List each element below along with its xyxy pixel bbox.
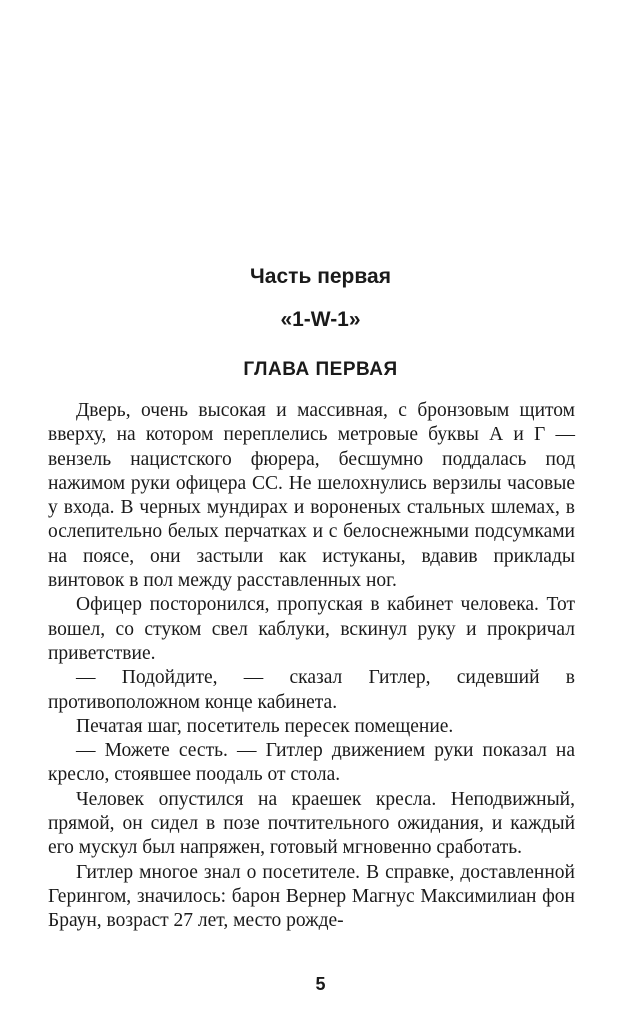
paragraph: Офицер посторонился, пропуская в кабинет человека. Тот вошел, со стуком свел каблуки, вскинул руку и прокричал приветствие. xyxy=(48,594,575,664)
part-subtitle: «1-W-1» xyxy=(280,308,361,331)
paragraph: Дверь, очень высокая и массивная, с бронзовым щитом вверху, на котором переплелись метровые буквы А и Г — вензель нацистского фюрера, бесшумно поддалась под нажимом руки офицера СС. Не шелохнулись верзилы часовые у входа. В черных мундирах и вороненых стальных шлемах, в ослепительно белых перчатках и с белоснежными подсумками на поясе, они застыли как истуканы, вдавив приклады винтовок в пол между расставленных ног. xyxy=(48,400,575,592)
paragraph: Гитлер многое знал о посетителе. В справке, доставленной Герингом, значилось: барон Вернер Магнус Максимилиан фон Браун, возраст 27 лет, место рожде- xyxy=(48,861,575,932)
paragraph: Человек опустился на краешек кресла. Неподвижный, прямой, он сидел в позе почтительного ожидания, и каждый его мускул был напряжен, готовый мгновенно сработать. xyxy=(48,788,575,859)
page-number: 5 xyxy=(315,974,326,994)
body-text xyxy=(48,399,575,934)
paragraph: Печатая шаг, посетитель пересек помещение. xyxy=(76,715,454,737)
paragraph: — Можете сесть. — Гитлер движением руки показал на кресло, стоявшее поодаль от стола. xyxy=(48,740,575,786)
chapter-title: ГЛАВА ПЕРВАЯ xyxy=(243,359,398,380)
paragraph: — Подойдите, — сказал Гитлер, сидевший в противоположном конце кабинета. xyxy=(48,667,575,713)
part-title: Часть первая xyxy=(250,265,391,288)
